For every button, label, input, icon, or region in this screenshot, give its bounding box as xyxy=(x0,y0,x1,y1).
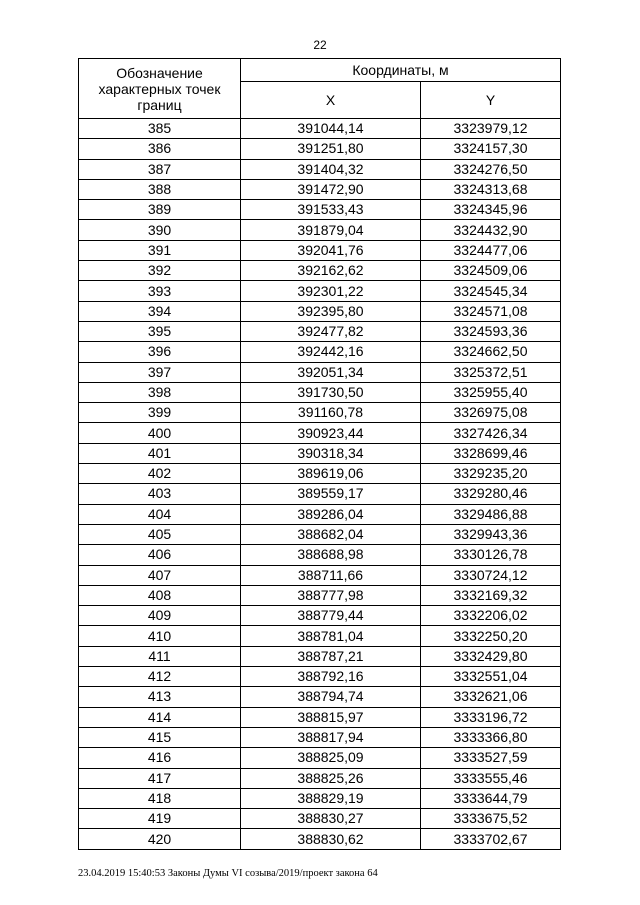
x-coordinate-cell: 388825,09 xyxy=(241,748,421,768)
x-coordinate-cell: 388779,44 xyxy=(241,606,421,626)
table-row xyxy=(79,362,561,382)
x-coordinate-cell: 388781,04 xyxy=(241,626,421,646)
point-id-cell: 407 xyxy=(79,565,241,585)
table-row xyxy=(79,524,561,544)
point-id-cell: 392 xyxy=(79,261,241,281)
y-coordinate-cell: 3328699,46 xyxy=(421,443,561,463)
point-id-cell: 387 xyxy=(79,159,241,179)
point-id-cell: 411 xyxy=(79,646,241,666)
point-id-cell: 396 xyxy=(79,342,241,362)
y-coordinate-cell: 3324276,50 xyxy=(421,159,561,179)
table-row xyxy=(79,301,561,321)
table-row xyxy=(79,443,561,463)
point-id-cell: 413 xyxy=(79,687,241,707)
table-row xyxy=(79,403,561,423)
x-coordinate-cell: 388825,26 xyxy=(241,768,421,788)
y-coordinate-cell: 3332169,32 xyxy=(421,585,561,605)
point-id-cell: 388 xyxy=(79,179,241,199)
table-row xyxy=(79,646,561,666)
x-coordinate-cell: 388792,16 xyxy=(241,667,421,687)
x-coordinate-cell: 388815,97 xyxy=(241,707,421,727)
table-row xyxy=(79,687,561,707)
point-id-cell: 393 xyxy=(79,281,241,301)
point-id-cell: 398 xyxy=(79,382,241,402)
table-row xyxy=(79,423,561,443)
point-id-cell: 418 xyxy=(79,788,241,808)
y-coordinate-cell: 3324313,68 xyxy=(421,179,561,199)
y-coordinate-cell: 3330724,12 xyxy=(421,565,561,585)
header-x: X xyxy=(241,82,421,119)
document-footer: 23.04.2019 15:40:53 Законы Думы VI созыва/2019/проект закона 64 xyxy=(78,868,378,879)
x-coordinate-cell: 391533,43 xyxy=(241,200,421,220)
point-id-cell: 417 xyxy=(79,768,241,788)
x-coordinate-cell: 391044,14 xyxy=(241,119,421,139)
x-coordinate-cell: 391879,04 xyxy=(241,220,421,240)
y-coordinate-cell: 3324477,06 xyxy=(421,240,561,260)
y-coordinate-cell: 3332551,04 xyxy=(421,667,561,687)
x-coordinate-cell: 388777,98 xyxy=(241,585,421,605)
x-coordinate-cell: 392477,82 xyxy=(241,321,421,341)
y-coordinate-cell: 3324593,36 xyxy=(421,321,561,341)
y-coordinate-cell: 3332206,02 xyxy=(421,606,561,626)
x-coordinate-cell: 388787,21 xyxy=(241,646,421,666)
x-coordinate-cell: 392051,34 xyxy=(241,362,421,382)
table-row xyxy=(79,626,561,646)
point-id-cell: 391 xyxy=(79,240,241,260)
y-coordinate-cell: 3327426,34 xyxy=(421,423,561,443)
x-coordinate-cell: 391404,32 xyxy=(241,159,421,179)
y-coordinate-cell: 3332429,80 xyxy=(421,646,561,666)
x-coordinate-cell: 389619,06 xyxy=(241,464,421,484)
y-coordinate-cell: 3332250,20 xyxy=(421,626,561,646)
table-row xyxy=(79,504,561,524)
y-coordinate-cell: 3325955,40 xyxy=(421,382,561,402)
point-id-cell: 395 xyxy=(79,321,241,341)
y-coordinate-cell: 3329943,36 xyxy=(421,524,561,544)
table-row xyxy=(79,727,561,747)
y-coordinate-cell: 3329280,46 xyxy=(421,484,561,504)
x-coordinate-cell: 388794,74 xyxy=(241,687,421,707)
point-id-cell: 412 xyxy=(79,667,241,687)
x-coordinate-cell: 392395,80 xyxy=(241,301,421,321)
x-coordinate-cell: 388830,62 xyxy=(241,829,421,849)
point-id-cell: 405 xyxy=(79,524,241,544)
x-coordinate-cell: 391730,50 xyxy=(241,382,421,402)
table-row xyxy=(79,545,561,565)
header-coordinates: Координаты, м xyxy=(241,59,561,82)
header-designation: Обозначение характерных точек границ xyxy=(79,59,241,119)
y-coordinate-cell: 3329235,20 xyxy=(421,464,561,484)
x-coordinate-cell: 388711,66 xyxy=(241,565,421,585)
table-row xyxy=(79,119,561,139)
table-row xyxy=(79,565,561,585)
y-coordinate-cell: 3333675,52 xyxy=(421,809,561,829)
x-coordinate-cell: 388829,19 xyxy=(241,788,421,808)
point-id-cell: 415 xyxy=(79,727,241,747)
table-row xyxy=(79,200,561,220)
point-id-cell: 397 xyxy=(79,362,241,382)
x-coordinate-cell: 388682,04 xyxy=(241,524,421,544)
y-coordinate-cell: 3324432,90 xyxy=(421,220,561,240)
x-coordinate-cell: 392041,76 xyxy=(241,240,421,260)
point-id-cell: 394 xyxy=(79,301,241,321)
y-coordinate-cell: 3323979,12 xyxy=(421,119,561,139)
x-coordinate-cell: 388688,98 xyxy=(241,545,421,565)
table-row xyxy=(79,768,561,788)
y-coordinate-cell: 3333527,59 xyxy=(421,748,561,768)
coordinates-table xyxy=(78,58,561,850)
point-id-cell: 390 xyxy=(79,220,241,240)
y-coordinate-cell: 3324545,34 xyxy=(421,281,561,301)
point-id-cell: 403 xyxy=(79,484,241,504)
point-id-cell: 419 xyxy=(79,809,241,829)
y-coordinate-cell: 3333644,79 xyxy=(421,788,561,808)
table-row xyxy=(79,159,561,179)
y-coordinate-cell: 3326975,08 xyxy=(421,403,561,423)
y-coordinate-cell: 3332621,06 xyxy=(421,687,561,707)
point-id-cell: 385 xyxy=(79,119,241,139)
table-row xyxy=(79,464,561,484)
table-row xyxy=(79,667,561,687)
x-coordinate-cell: 390923,44 xyxy=(241,423,421,443)
table-row xyxy=(79,261,561,281)
table-row xyxy=(79,585,561,605)
table-row xyxy=(79,788,561,808)
x-coordinate-cell: 392162,62 xyxy=(241,261,421,281)
x-coordinate-cell: 388830,27 xyxy=(241,809,421,829)
point-id-cell: 409 xyxy=(79,606,241,626)
table-row xyxy=(79,606,561,626)
x-coordinate-cell: 389559,17 xyxy=(241,484,421,504)
y-coordinate-cell: 3330126,78 xyxy=(421,545,561,565)
table-row xyxy=(79,707,561,727)
x-coordinate-cell: 392442,16 xyxy=(241,342,421,362)
x-coordinate-cell: 390318,34 xyxy=(241,443,421,463)
y-coordinate-cell: 3329486,88 xyxy=(421,504,561,524)
x-coordinate-cell: 391251,80 xyxy=(241,139,421,159)
point-id-cell: 416 xyxy=(79,748,241,768)
table-row xyxy=(79,179,561,199)
table-row xyxy=(79,342,561,362)
point-id-cell: 400 xyxy=(79,423,241,443)
y-coordinate-cell: 3324509,06 xyxy=(421,261,561,281)
x-coordinate-cell: 391160,78 xyxy=(241,403,421,423)
table-row xyxy=(79,829,561,849)
point-id-cell: 406 xyxy=(79,545,241,565)
point-id-cell: 404 xyxy=(79,504,241,524)
point-id-cell: 386 xyxy=(79,139,241,159)
point-id-cell: 408 xyxy=(79,585,241,605)
table-row xyxy=(79,484,561,504)
point-id-cell: 420 xyxy=(79,829,241,849)
table-row xyxy=(79,382,561,402)
x-coordinate-cell: 388817,94 xyxy=(241,727,421,747)
point-id-cell: 402 xyxy=(79,464,241,484)
point-id-cell: 401 xyxy=(79,443,241,463)
table-row xyxy=(79,240,561,260)
y-coordinate-cell: 3324345,96 xyxy=(421,200,561,220)
x-coordinate-cell: 389286,04 xyxy=(241,504,421,524)
table-row xyxy=(79,809,561,829)
x-coordinate-cell: 391472,90 xyxy=(241,179,421,199)
table-row xyxy=(79,220,561,240)
table-header xyxy=(79,59,561,119)
y-coordinate-cell: 3333366,80 xyxy=(421,727,561,747)
table-body xyxy=(79,119,561,850)
header-y: Y xyxy=(421,82,561,119)
point-id-cell: 410 xyxy=(79,626,241,646)
y-coordinate-cell: 3333196,72 xyxy=(421,707,561,727)
point-id-cell: 399 xyxy=(79,403,241,423)
point-id-cell: 389 xyxy=(79,200,241,220)
x-coordinate-cell: 392301,22 xyxy=(241,281,421,301)
table-row xyxy=(79,139,561,159)
page-number: 22 xyxy=(313,38,327,52)
y-coordinate-cell: 3325372,51 xyxy=(421,362,561,382)
y-coordinate-cell: 3324571,08 xyxy=(421,301,561,321)
table-row xyxy=(79,281,561,301)
point-id-cell: 414 xyxy=(79,707,241,727)
table-row xyxy=(79,748,561,768)
y-coordinate-cell: 3333555,46 xyxy=(421,768,561,788)
y-coordinate-cell: 3324662,50 xyxy=(421,342,561,362)
y-coordinate-cell: 3333702,67 xyxy=(421,829,561,849)
y-coordinate-cell: 3324157,30 xyxy=(421,139,561,159)
table-row xyxy=(79,321,561,341)
